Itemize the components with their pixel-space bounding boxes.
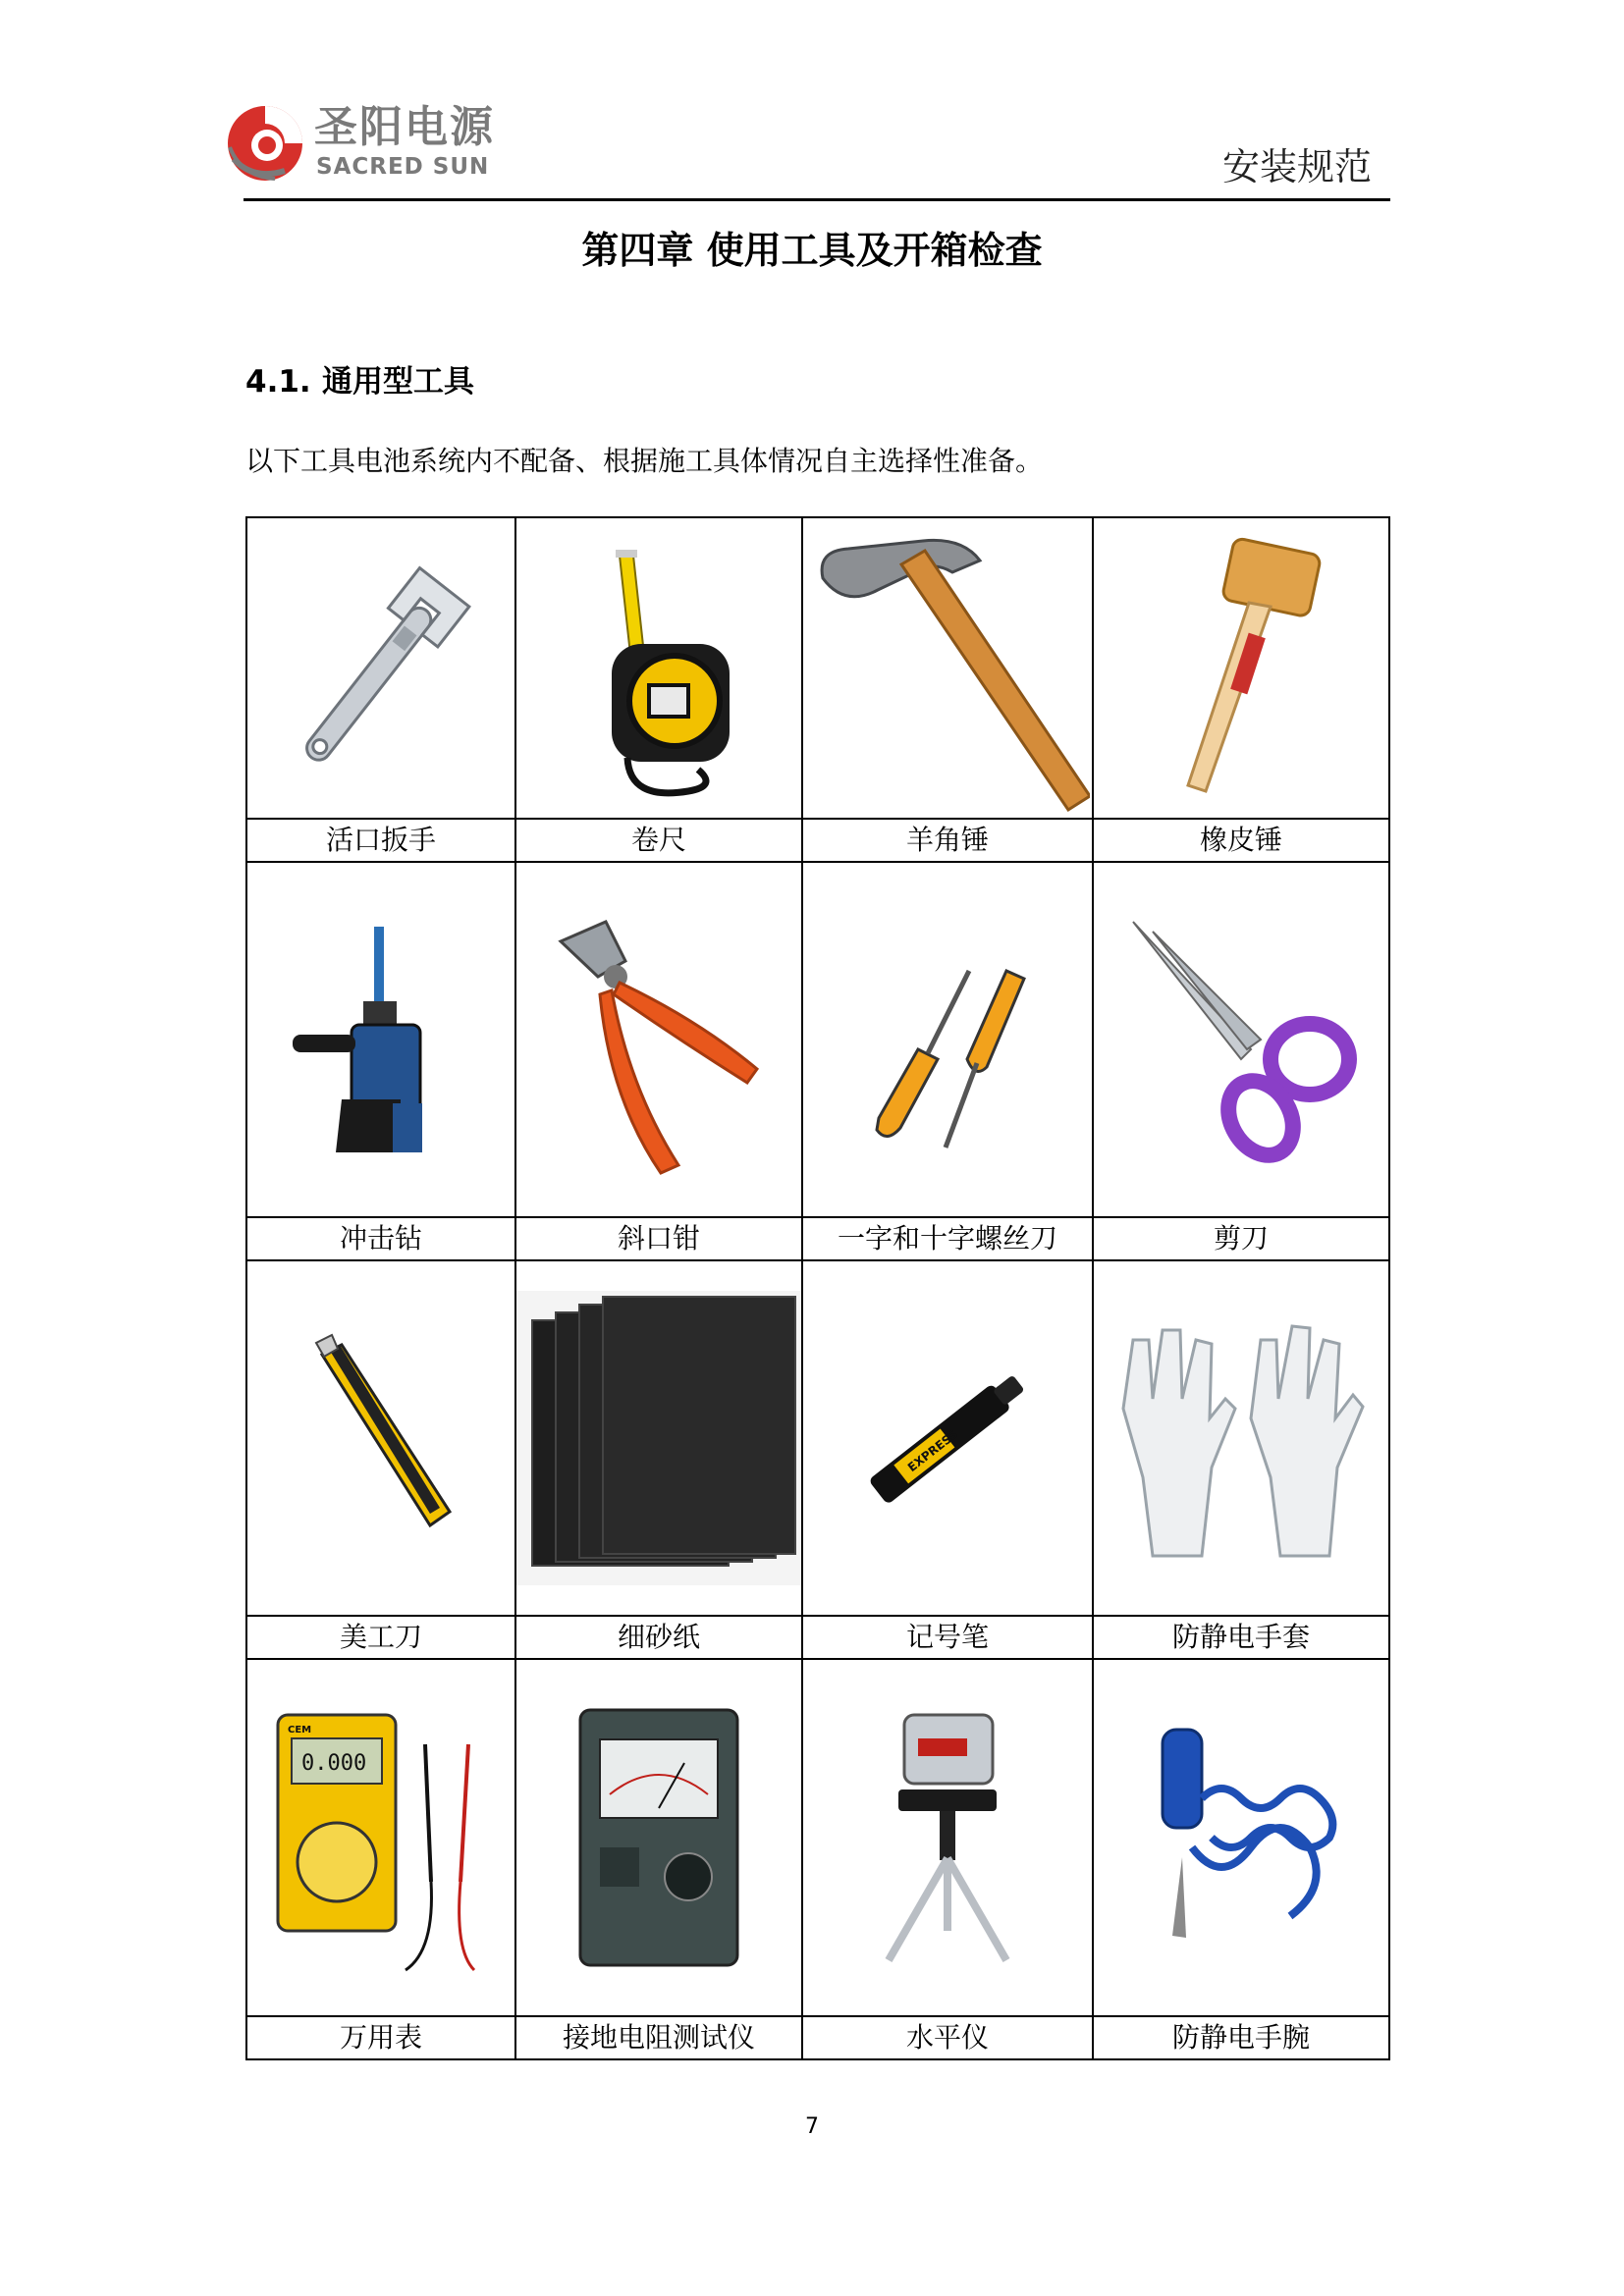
rubber-mallet-icon [1133, 526, 1349, 811]
sandpaper-icon [516, 1291, 801, 1585]
impact-drill-icon [283, 907, 479, 1172]
screwdriver-icon [839, 912, 1056, 1167]
claw-hammer-icon [805, 521, 1090, 816]
section-number: 4.1. [245, 364, 311, 400]
intro-paragraph: 以下工具电池系统内不配备、根据施工具体情况自主选择性准备。 [245, 445, 1044, 477]
tape-measure-icon [551, 526, 767, 811]
table-image-row [246, 1260, 1389, 1616]
tool-image-cell [246, 517, 515, 819]
section-title: 通用型工具 [322, 364, 474, 400]
tool-label: 接地电阻测试仪 [515, 2016, 802, 2059]
chapter-title: 第四章 使用工具及开箱检查 [581, 229, 1043, 272]
logo-mark-icon [224, 102, 306, 185]
tool-label: 橡皮锤 [1093, 819, 1389, 862]
header-divider [244, 198, 1390, 201]
tool-label: 活口扳手 [246, 819, 515, 862]
tool-image-cell [802, 862, 1093, 1217]
diagonal-pliers-icon [531, 892, 786, 1187]
marker-pen-icon [830, 1320, 1065, 1556]
scissors-icon [1113, 902, 1369, 1177]
tool-image-cell [802, 1260, 1093, 1616]
tool-image-cell [802, 1659, 1093, 2016]
tool-image-cell [246, 1659, 515, 2016]
tool-label: 美工刀 [246, 1616, 515, 1659]
document-title: 安装规范 [1221, 145, 1372, 188]
multimeter-brand-text: CEM [288, 1725, 312, 1735]
tool-image-cell [802, 517, 1093, 819]
tool-label: 冲击钻 [246, 1217, 515, 1260]
table-label-row [246, 2016, 1389, 2059]
tools-table [245, 516, 1390, 2060]
table-label-row [246, 819, 1389, 862]
tool-label: 万用表 [246, 2016, 515, 2059]
table-label-row [246, 1217, 1389, 1260]
tool-label: 细砂纸 [515, 1616, 802, 1659]
table-image-row [246, 862, 1389, 1217]
tool-image-cell [515, 517, 802, 819]
section-heading [245, 361, 474, 402]
tool-image-cell [246, 1260, 515, 1616]
table-image-row [246, 1659, 1389, 2016]
antistatic-wrist-strap-icon [1123, 1710, 1359, 1965]
logo-text-cn: 圣阳电源 [314, 102, 495, 152]
tool-label: 卷尺 [515, 819, 802, 862]
company-logo [224, 102, 518, 185]
tool-image-cell [515, 862, 802, 1217]
laser-level-icon [849, 1695, 1046, 1980]
multimeter-icon [258, 1695, 504, 1980]
logo-text-en: SACRED SUN [316, 154, 490, 180]
tool-image-cell [1093, 1659, 1389, 2016]
tool-label: 防静电手套 [1093, 1616, 1389, 1659]
tool-label: 斜口钳 [515, 1217, 802, 1260]
tool-image-cell [1093, 862, 1389, 1217]
tool-label: 记号笔 [802, 1616, 1093, 1659]
tool-image-cell [515, 1659, 802, 2016]
tool-image-cell [1093, 517, 1389, 819]
tool-label: 羊角锤 [802, 819, 1093, 862]
utility-knife-icon [283, 1315, 479, 1561]
multimeter-display-text: 0.000 [301, 1751, 367, 1776]
ground-resistance-tester-icon [561, 1700, 757, 1975]
tool-label: 剪刀 [1093, 1217, 1389, 1260]
tool-label: 一字和十字螺丝刀 [802, 1217, 1093, 1260]
antistatic-gloves-icon [1104, 1301, 1379, 1575]
tool-label: 水平仪 [802, 2016, 1093, 2059]
tool-image-cell [515, 1260, 802, 1616]
adjustable-wrench-icon [263, 526, 499, 811]
page-number: 7 [805, 2114, 819, 2139]
table-label-row [246, 1616, 1389, 1659]
tool-image-cell [246, 862, 515, 1217]
marker-label-text: EXPRESS [904, 1426, 961, 1475]
tool-image-cell [1093, 1260, 1389, 1616]
table-image-row [246, 517, 1389, 819]
tool-label: 防静电手腕 [1093, 2016, 1389, 2059]
